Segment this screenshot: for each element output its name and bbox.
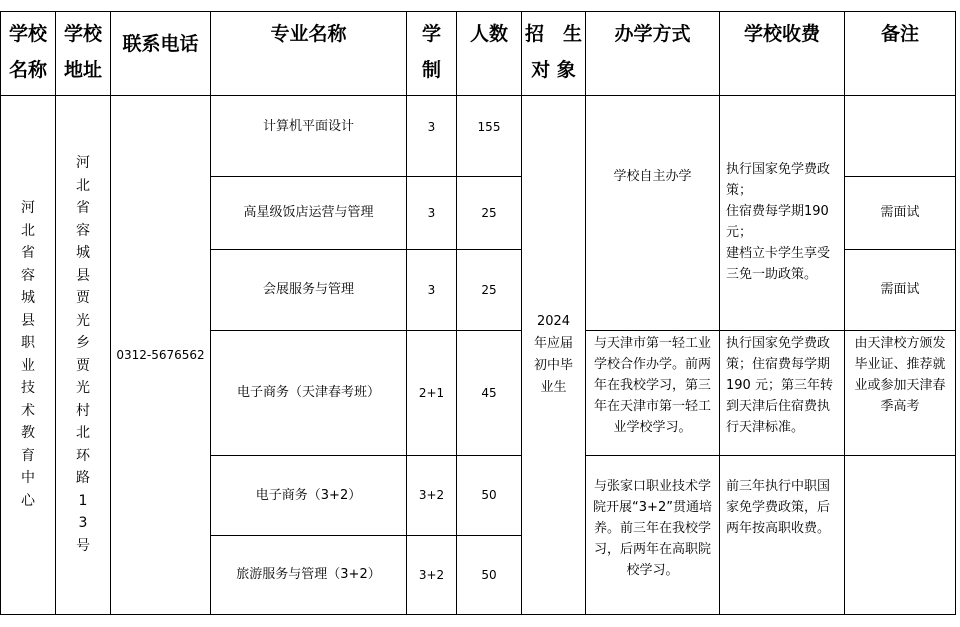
fees-zhangjiakou: 前三年执行中职国家免学费政策，后两年按高职收费。 [726, 479, 831, 536]
duration-value: 3 [427, 282, 436, 297]
fees-zhangjiakou-cell [720, 456, 845, 615]
major-name: 高星级饭店运营与管理 [243, 205, 374, 220]
count-cell [457, 96, 522, 177]
phone-cell [111, 96, 211, 615]
count-value: 25 [481, 205, 497, 220]
header-count: 人数 [457, 12, 522, 96]
mode-self-cell [586, 96, 720, 331]
count-cell [457, 177, 522, 250]
notes-cell [845, 177, 956, 250]
duration-cell [407, 331, 457, 456]
header-mode: 办学方式 [586, 12, 720, 96]
mode-zhangjiakou-cell [586, 456, 720, 615]
note-interview: 需面试 [880, 282, 920, 297]
notes-cell [845, 250, 956, 331]
header-row [1, 12, 956, 96]
major-cell [211, 331, 407, 456]
major-cell [211, 250, 407, 331]
duration-value: 3 [427, 205, 436, 220]
notes-cell-empty [845, 456, 956, 615]
target-cell [522, 96, 586, 615]
fees-tianjin-cell [720, 331, 845, 456]
major-cell [211, 456, 407, 536]
header-fees: 学校收费 [720, 12, 845, 96]
major-name: 会展服务与管理 [262, 282, 354, 297]
notes-cell-empty [845, 96, 956, 177]
header-school-name: 学校 名称 [1, 12, 56, 96]
major-name: 电子商务（天津春考班） [236, 385, 380, 400]
header-target: 招 生 对 象 [522, 12, 586, 96]
mode-zhangjiakou: 与张家口职业技术学院开展“3+2”贯通培养。前三年在我校学习，后两年在高职院校学习。 [593, 479, 712, 578]
duration-value: 2+1 [418, 385, 445, 400]
major-cell [211, 536, 407, 615]
mode-tianjin-cell [586, 331, 720, 456]
fees-self-cell [720, 96, 845, 331]
school-name: 河北省容城县职业技术教育中心 [21, 200, 35, 509]
count-value: 25 [481, 282, 497, 297]
header-phone: 联系电话 [111, 12, 211, 96]
duration-cell [407, 456, 457, 536]
header-school-address: 学校 地址 [56, 12, 111, 96]
note-tianjin: 由天津校方颁发毕业证、推荐就业或参加天津春季高考 [854, 336, 946, 414]
duration-cell [407, 536, 457, 615]
mode-tianjin: 与天津市第一轻工业学校合作办学。前两年在我校学习，第三年在天津市第一轻工业学校学习。 [593, 336, 711, 435]
fees-self: 执行国家免学费政策； 住宿费每学期190 元； 建档立卡学生享受三免一助政策。 [726, 162, 831, 282]
count-value: 50 [481, 488, 497, 502]
duration-value: 3+2 [418, 488, 445, 502]
header-major: 专业名称 [211, 12, 407, 96]
header-duration: 学 制 [407, 12, 457, 96]
mode-self: 学校自主办学 [613, 169, 692, 184]
duration-cell [407, 250, 457, 331]
notes-tianjin-cell [845, 331, 956, 456]
school-name-cell [1, 96, 56, 615]
major-cell [211, 96, 407, 177]
count-cell [457, 536, 522, 615]
duration-cell [407, 96, 457, 177]
duration-cell [407, 177, 457, 250]
duration-value: 3 [427, 120, 436, 134]
note-interview: 需面试 [880, 205, 920, 220]
duration-value: 3+2 [418, 567, 445, 582]
header-notes: 备注 [845, 12, 956, 96]
major-name: 电子商务（3+2） [255, 487, 362, 503]
major-name: 计算机平面设计 [262, 119, 354, 134]
fees-tianjin: 执行国家免学费政策；住宿费每学期 190 元；第三年转到天津后住宿费执行天津标准。 [726, 336, 833, 435]
count-value: 50 [481, 567, 497, 582]
count-cell [457, 456, 522, 536]
count-cell [457, 250, 522, 331]
target-text: 2024 年应届初中毕业生 [533, 314, 573, 395]
count-value: 45 [481, 385, 497, 400]
major-name: 旅游服务与管理（3+2） [236, 567, 381, 582]
school-address: 河北省容城县贾光乡贾光村北环路13号 [76, 155, 90, 554]
count-cell [457, 331, 522, 456]
major-cell [211, 177, 407, 250]
phone-number: 0312-5676562 [116, 347, 205, 362]
table-row [1, 96, 956, 177]
count-value: 155 [477, 120, 501, 134]
school-address-cell [56, 96, 111, 615]
enrollment-table [0, 11, 956, 615]
